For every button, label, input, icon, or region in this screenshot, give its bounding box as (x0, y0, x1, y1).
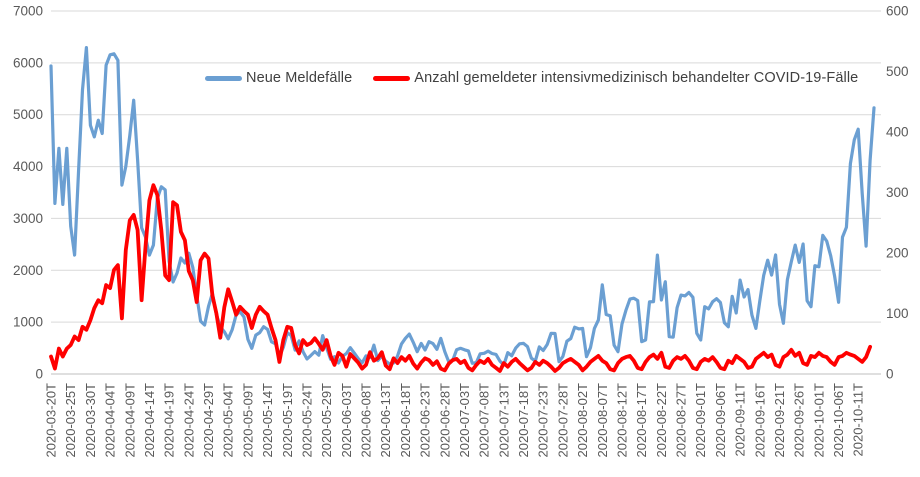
svg-text:2020-09-11T: 2020-09-11T (732, 383, 748, 457)
svg-text:2020-03-25T: 2020-03-25T (63, 383, 79, 458)
svg-text:2020-07-18T: 2020-07-18T (516, 383, 532, 458)
svg-text:200: 200 (886, 245, 909, 261)
svg-text:2020-10-11T: 2020-10-11T (850, 383, 866, 457)
chart-legend (205, 70, 858, 86)
svg-text:2020-03-20T: 2020-03-20T (43, 383, 59, 458)
y-axis-left-labels (13, 4, 43, 382)
svg-text:2020-04-09T: 2020-04-09T (122, 383, 138, 458)
svg-text:2020-05-29T: 2020-05-29T (319, 383, 335, 458)
svg-text:6000: 6000 (12, 55, 43, 71)
svg-text:2020-04-24T: 2020-04-24T (181, 383, 197, 458)
svg-text:5000: 5000 (12, 107, 43, 123)
svg-text:0: 0 (35, 366, 43, 382)
svg-text:2020-09-01T: 2020-09-01T (693, 383, 709, 458)
legend-label-intensiv-faelle: Anzahl gemeldeter intensivmedizinisch behandelter COVID-19-Fälle (414, 70, 859, 86)
svg-text:2020-07-03T: 2020-07-03T (456, 383, 472, 458)
legend-line-swatch-blue (205, 76, 242, 81)
svg-text:2020-04-04T: 2020-04-04T (102, 383, 118, 458)
svg-text:2020-07-23T: 2020-07-23T (535, 383, 551, 458)
svg-text:2020-08-02T: 2020-08-02T (575, 383, 591, 458)
svg-text:2020-06-18T: 2020-06-18T (397, 383, 413, 458)
svg-text:2020-04-14T: 2020-04-14T (141, 383, 157, 458)
svg-text:100: 100 (886, 306, 909, 321)
svg-text:2020-05-19T: 2020-05-19T (279, 383, 295, 458)
svg-text:2020-08-17T: 2020-08-17T (634, 383, 650, 458)
x-axis-labels (44, 383, 866, 458)
svg-text:600: 600 (886, 3, 909, 19)
svg-text:2020-09-26T: 2020-09-26T (791, 383, 807, 458)
svg-text:2020-06-03T: 2020-06-03T (338, 383, 354, 458)
svg-text:2020-05-14T: 2020-05-14T (260, 383, 276, 458)
svg-text:2020-05-24T: 2020-05-24T (299, 383, 315, 458)
legend-item-neue-meldefaelle (205, 70, 352, 86)
svg-text:4000: 4000 (12, 159, 43, 175)
svg-text:2020-07-08T: 2020-07-08T (476, 383, 492, 458)
svg-text:2020-06-28T: 2020-06-28T (437, 383, 453, 458)
svg-text:2020-09-21T: 2020-09-21T (771, 383, 787, 458)
svg-text:2020-10-01T: 2020-10-01T (811, 383, 827, 458)
svg-text:2020-04-19T: 2020-04-19T (161, 383, 177, 458)
svg-text:3000: 3000 (12, 210, 43, 226)
svg-text:2020-07-28T: 2020-07-28T (555, 383, 571, 458)
y-axis-right-labels (886, 4, 909, 382)
svg-text:2020-08-07T: 2020-08-07T (594, 383, 610, 458)
svg-text:2020-06-13T: 2020-06-13T (378, 383, 394, 458)
svg-text:300: 300 (886, 185, 909, 200)
svg-text:2000: 2000 (12, 262, 43, 278)
svg-text:400: 400 (886, 124, 909, 140)
svg-text:2020-05-09T: 2020-05-09T (240, 383, 256, 458)
legend-line-swatch-red (373, 76, 410, 81)
svg-text:2020-10-06T: 2020-10-06T (831, 383, 847, 458)
svg-text:2020-09-16T: 2020-09-16T (752, 383, 768, 458)
svg-text:7000: 7000 (12, 3, 43, 19)
svg-text:0: 0 (886, 366, 894, 382)
legend-item-intensiv-faelle (373, 70, 858, 86)
svg-text:2020-04-29T: 2020-04-29T (201, 383, 217, 458)
svg-text:2020-05-04T: 2020-05-04T (220, 383, 236, 458)
legend-label-neue-meldefaelle: Neue Meldefälle (246, 70, 353, 86)
svg-text:2020-03-30T: 2020-03-30T (82, 383, 98, 458)
svg-text:2020-08-22T: 2020-08-22T (653, 383, 669, 458)
svg-text:2020-09-06T: 2020-09-06T (712, 383, 728, 458)
svg-text:500: 500 (886, 64, 909, 79)
svg-text:2020-08-27T: 2020-08-27T (673, 383, 689, 458)
svg-text:2020-07-13T: 2020-07-13T (496, 383, 512, 458)
svg-text:2020-06-08T: 2020-06-08T (358, 383, 374, 458)
svg-text:1000: 1000 (12, 314, 43, 330)
svg-text:2020-08-12T: 2020-08-12T (614, 383, 630, 458)
svg-text:2020-06-23T: 2020-06-23T (417, 383, 433, 458)
